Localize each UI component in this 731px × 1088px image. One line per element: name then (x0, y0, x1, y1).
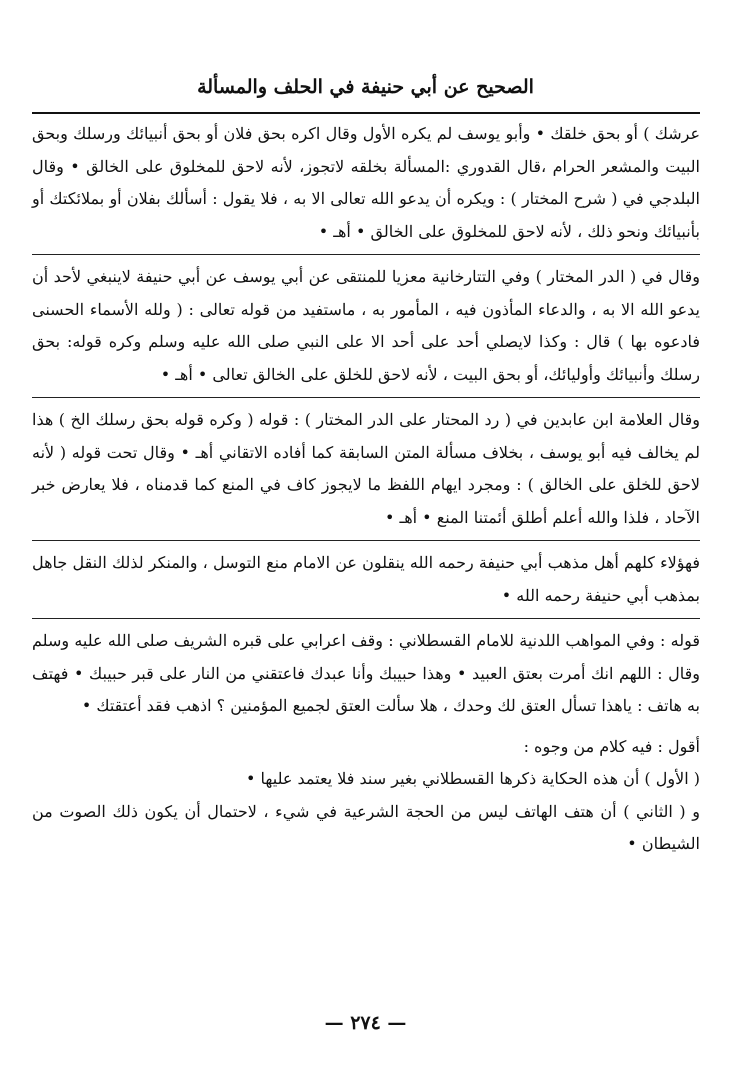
paragraph-2: وقال في ( الدر المختار ) وفي التتارخانية معزيا للمنتقى عن أبي يوسف عن أبي حنيفة لاينبغي لأحد أن يدعو الله الا به ، والدعاء المأذون فيه ، المأمور به ، ماستفيد من قوله تعالى : ( ولله الأسماء الحسنى فادعوه بها ) قال : وكذا لايصلي أحد على أحد الا على النبي صلى الله عليه وسلم وكره قوله: بحق رسلك وأنبيائك وأوليائك، أو بحق البيت ، لأنه لاحق للخلق على الخالق تعالى • أهـ • (32, 267, 700, 384)
paragraph-4: فهؤلاء كلهم أهل مذهب أبي حنيفة رحمه الله ينقلون عن الامام منع التوسل ، والمنكر لذلك النقل جاهل بمذهب أبي حنيفة رحمه الله • (32, 553, 701, 605)
page-body (32, 118, 700, 861)
section-divider-4 (32, 618, 700, 619)
paragraph-1: عرشك ) أو بحق خلقك • وأبو يوسف لم يكره الأول وقال اكره بحق فلان أو بحق أنبيائك ورسلك وبحق البيت والمشعر الحرام ،قال القدوري :المسألة بخلقه لاتجوز، لأنه لاحق للمخلوق على الخالق • وقال البلدجي في ( شرح المختار ) : ويكره أن يدعو الله تعالى الا به ، فلا يقول : أسألك بفلان أو بملائكتك أو بأنبيائك ونحو ذلك ، لأنه لاحق للمخلوق على الخالق • أهـ • (32, 124, 700, 241)
section-divider-2 (32, 397, 700, 398)
reply-intro: أقول : فيه كلام من وجوه : (523, 736, 700, 756)
section-divider-3 (32, 540, 700, 541)
page-header-title: الصحيح عن أبي حنيفة في الحلف والمسألة (197, 76, 534, 98)
spacer (32, 723, 700, 731)
quoted-paragraph: قوله : وفي المواهب اللدنية للامام القسطلاني : وقف اعرابي على قبره الشريف صلى الله عليه وسلم وقال : اللهم انك أمرت بعتق العبيد • وهذا حبيبك وأنا عبدك فاعتقني من النار على قبر حبيبك • فهتف به هاتف : ياهذا تسأل العتق لك وحدك ، هلا سألت العتق لجميع المؤمنين ؟ اذهب فقد أعتقتك • (32, 631, 700, 715)
paragraph-3: وقال العلامة ابن عابدين في ( رد المحتار على الدر المختار ) : قوله ( وكره قوله بحق رسلك الخ ) هذا لم يخالف فيه أبو يوسف ، بخلاف مسألة المتن السابقة كما أفاده الاتقاني أهـ • وقال تحت قوله ( لأنه لاحق للخلق على الخالق ) : ومجرد ايهام اللفظ ما لايجوز كاف في المنع كما قدمناه ، فلا يعارض خبر الآحاد ، فلذا والله أعلم أطلق أئمتنا المنع • أهـ • (32, 410, 700, 527)
point-second: و ( الثاني ) أن هتف الهاتف ليس من الحجة الشرعية في شيء ، لاحتمال أن يكون ذلك الصوت من الشيطان • (32, 801, 701, 853)
header-divider (32, 112, 700, 114)
section-divider-1 (32, 254, 700, 255)
point-first: ( الأول ) أن هذه الحكاية ذكرها القسطلاني بغير سند فلا يعتمد عليها • (245, 769, 700, 788)
page-number: — ٢٧٤ — (324, 1012, 407, 1034)
